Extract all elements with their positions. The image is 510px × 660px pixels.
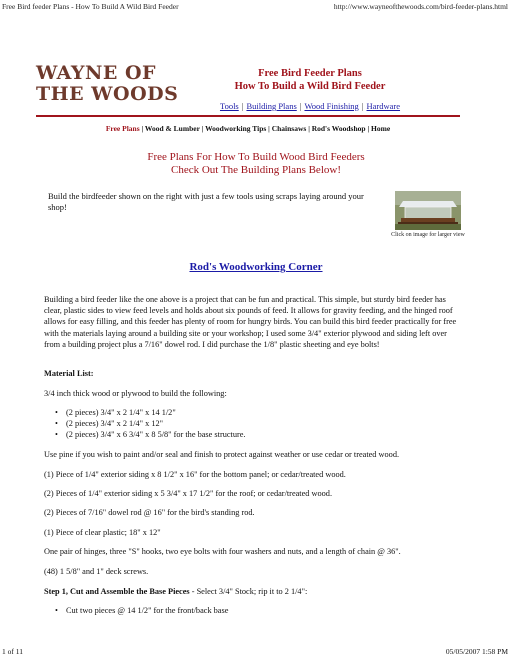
site-logo[interactable] xyxy=(36,62,179,105)
paragraph-plastic: (1) Piece of clear plastic; 18" x 12" xyxy=(44,528,161,537)
step-1 xyxy=(44,586,464,597)
link-separator: | xyxy=(241,101,244,111)
paragraph-wood-finish: Use pine if you wish to paint and/or seal and finish to protect against weather or use cedar or treated wood. xyxy=(44,450,400,459)
nav-free-plans[interactable]: Free Plans xyxy=(105,124,140,133)
print-timestamp: 05/05/2007 1:58 PM xyxy=(445,647,508,656)
nav-woodworking-tips[interactable]: Woodworking Tips xyxy=(205,124,267,133)
description-paragraph: Building a bird feeder like the one above is a project that can be fun and practical. This simple, but sturdy bird feeder has clear, plastic sides to view feed levels and holds about six pounds of feed. It allows for gravity feeding, and the hinged roof allows for easy filling, and this feeder has plenty of room for hungry birds. You can build this bird feeder practically for free with the materials laying around a building site or your workshop; I used some 3/4" exterior plywood and siding left over from a building project plus a 7/16" dowel rod. I did purchase the 1/8" plastic sheeting and eye bolts! xyxy=(44,295,457,349)
link-separator: | xyxy=(361,101,364,111)
site-title-line-2: How To Build a Wild Bird Feeder xyxy=(234,81,386,92)
nav-bar xyxy=(36,124,460,133)
heading-line-1: Free Plans For How To Build Wood Bird Feeders xyxy=(147,151,365,163)
heading-line-2: Check Out The Building Plans Below! xyxy=(171,164,341,176)
link-building-plans[interactable]: Building Plans xyxy=(246,101,297,111)
page-header-url: http://www.wayneofthewoods.com/bird-feeder-plans.html xyxy=(333,2,508,11)
list-item: • (2 pieces) 3/4" x 2 1/4" x 12" xyxy=(44,418,464,429)
nav-separator: | xyxy=(141,124,144,133)
link-tools[interactable]: Tools xyxy=(219,101,239,111)
nav-separator: | xyxy=(308,124,310,133)
bird-feeder-image xyxy=(395,191,461,230)
link-hardware[interactable]: Hardware xyxy=(366,101,401,111)
link-wood-finishing[interactable]: Wood Finishing xyxy=(304,101,359,111)
nav-wood-lumber[interactable]: Wood & Lumber xyxy=(144,124,200,133)
site-title-line-1: Free Bird Feeder Plans xyxy=(258,68,362,79)
page-header-title: Free Bird feeder Plans - How To Build A Wild Bird Feeder xyxy=(2,2,179,11)
wood-items-list xyxy=(44,407,464,441)
material-intro: 3/4 inch thick wood or plywood to build the following: xyxy=(44,389,227,398)
step-1-list xyxy=(44,605,464,616)
step-1-text: - Select 3/4" Stock; rip it to 2 1/4": xyxy=(189,587,308,596)
paragraph-screws: (48) 1 5/8" and 1" deck screws. xyxy=(44,567,149,576)
paragraph-hardware: One pair of hinges, three "S" hooks, two eye bolts with four washers and nuts, and a length of chain @ 36". xyxy=(44,547,401,556)
header-divider xyxy=(36,115,460,117)
step-1-heading: Step 1, Cut and Assemble the Base Pieces xyxy=(44,587,190,596)
list-item: • (2 pieces) 3/4" x 6 3/4" x 8 5/8" for the base structure. xyxy=(44,429,464,440)
nav-separator: | xyxy=(268,124,270,133)
list-item: • Cut two pieces @ 14 1/2" for the front/back base xyxy=(44,605,464,616)
intro-text: Build the birdfeeder shown on the right with just a few tools using scraps laying around your shop! xyxy=(48,191,364,212)
list-item: • (2 pieces) 3/4" x 2 1/4" x 14 1/2" xyxy=(44,407,464,418)
rods-woodworking-link[interactable]: Rod's Woodworking Corner xyxy=(189,261,323,273)
image-caption: Click on image for larger view xyxy=(391,232,465,238)
nav-home[interactable]: Home xyxy=(370,124,391,133)
paragraph-dowel: (2) Pieces of 7/16" dowel rod @ 16" for the bird's standing rod. xyxy=(44,508,255,517)
page-number: 1 of 11 xyxy=(2,647,23,656)
nav-rods-woodshop[interactable]: Rod's Woodshop xyxy=(311,124,366,133)
nav-separator: | xyxy=(201,124,204,133)
nav-chainsaws[interactable]: Chainsaws xyxy=(271,124,307,133)
link-separator: | xyxy=(299,101,302,111)
logo-line-1: WAYNE OF xyxy=(36,62,156,84)
bird-feeder-photo[interactable] xyxy=(395,191,461,230)
logo-line-2: THE WOODS xyxy=(36,83,179,105)
material-list-heading: Material List: xyxy=(44,369,94,378)
paragraph-roof: (2) Pieces of 1/4" exterior siding x 5 3/4" x 17 1/2" for the roof; or cedar/treated wood. xyxy=(44,489,333,498)
nav-separator: | xyxy=(367,124,370,133)
paragraph-bottom-panel: (1) Piece of 1/4" exterior siding x 8 1/2" x 16" for the bottom panel; or cedar/treated wood. xyxy=(44,470,346,479)
top-links xyxy=(160,101,460,111)
